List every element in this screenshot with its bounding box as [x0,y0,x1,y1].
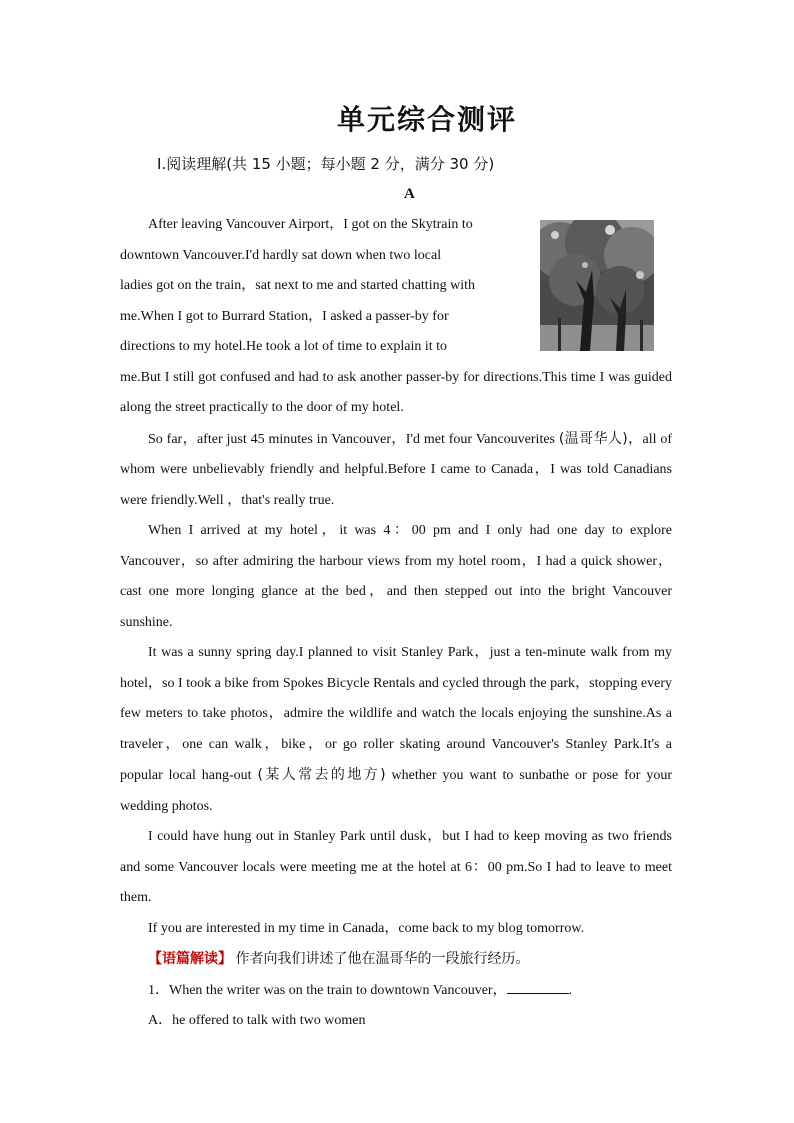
para-1-line-1: After leaving Vancouver Airport，I got on the Skytrain to [148,217,473,232]
para-1-line-2: downtown Vancouver.I'd hardly sat down when two local [120,247,442,263]
question-1-end: . [568,982,573,998]
para-1-line-3: ladies got on the train，sat next to me and started chatting with [120,278,475,293]
para-2-gloss: (温哥华人) [558,430,628,447]
para-1-rest: me.But I still got confused and had to ask another passer-by for directions.This time I was guided along the street practically to the door of my hotel. [120,369,672,415]
para-6: If you are interested in my time in Canada，come back to my blog tomorrow. [148,920,585,936]
para-5: I could have hung out in Stanley Park until dusk，but I had to keep moving as two friends and some Vancouver locals were meeting me at the hotel at 6：00 pm.So I had to leave to meet them. [120,829,672,905]
question-1-option-a[interactable]: A．he offered to talk with two women [148,1013,366,1028]
analysis-text: 作者向我们讲述了他在温哥华的一段旅行经历。 [235,951,530,967]
para-2-part-b: ，all of whom were unbelievably friendly and helpful.Before I came to Canada，I was told Canadians were friendly.Well ，that's really true. [120,431,673,508]
para-1-line-5: directions to my hotel.He took a lot of time to explain it to [120,339,447,354]
para-3: When I arrived at my hotel，it was 4：00 pm and I only had one day to explore Vancouver，so after admiring the harbour views from my hotel room，I had a quick shower，cast one more longing glance at the bed，and then stepped out into the bright Vancouver sunshine. [120,523,672,630]
analysis-label: 【语篇解读】 [148,951,232,967]
passage-label: A [404,186,415,202]
para-4-part-a: It was a sunny spring day.I planned to visit Stanley Park，just a ten-minute walk from my hotel，so I took a bike from Spokes Bicycle Rentals and cycled through the park，stopping every few meters to take photos，admire the wildlife and watch the locals enjoying the sunshine.As a traveler，one can walk，bike，or go roller skating around Vancouver's Stanley Park.It's a popular local hang-out [120,645,672,783]
para-2-part-a: So far，after just 45 minutes in Vancouver，I'd met four Vancouverites [148,431,559,447]
page-title: 单元综合测评 [336,103,517,136]
answer-blank[interactable] [507,979,569,994]
section-heading: Ⅰ.阅读理解(共 15 小题；每小题 2 分，满分 30 分) [157,155,495,173]
para-4-part-b: whether you want to sunbathe or pose for your wedding photos. [120,768,672,814]
para-2 [120,424,672,517]
passage-body [120,210,672,1037]
question-1-text: 1．When the writer was on the train to downtown Vancouver， [148,982,507,998]
para-4-gloss: (某人常去的地方) [257,767,386,783]
question-1-stem [120,976,672,1007]
text-analysis [120,944,672,976]
para-4 [120,638,672,822]
para-1-line-4: me.When I got to Burrard Station，I asked a passer-by for [120,308,449,324]
